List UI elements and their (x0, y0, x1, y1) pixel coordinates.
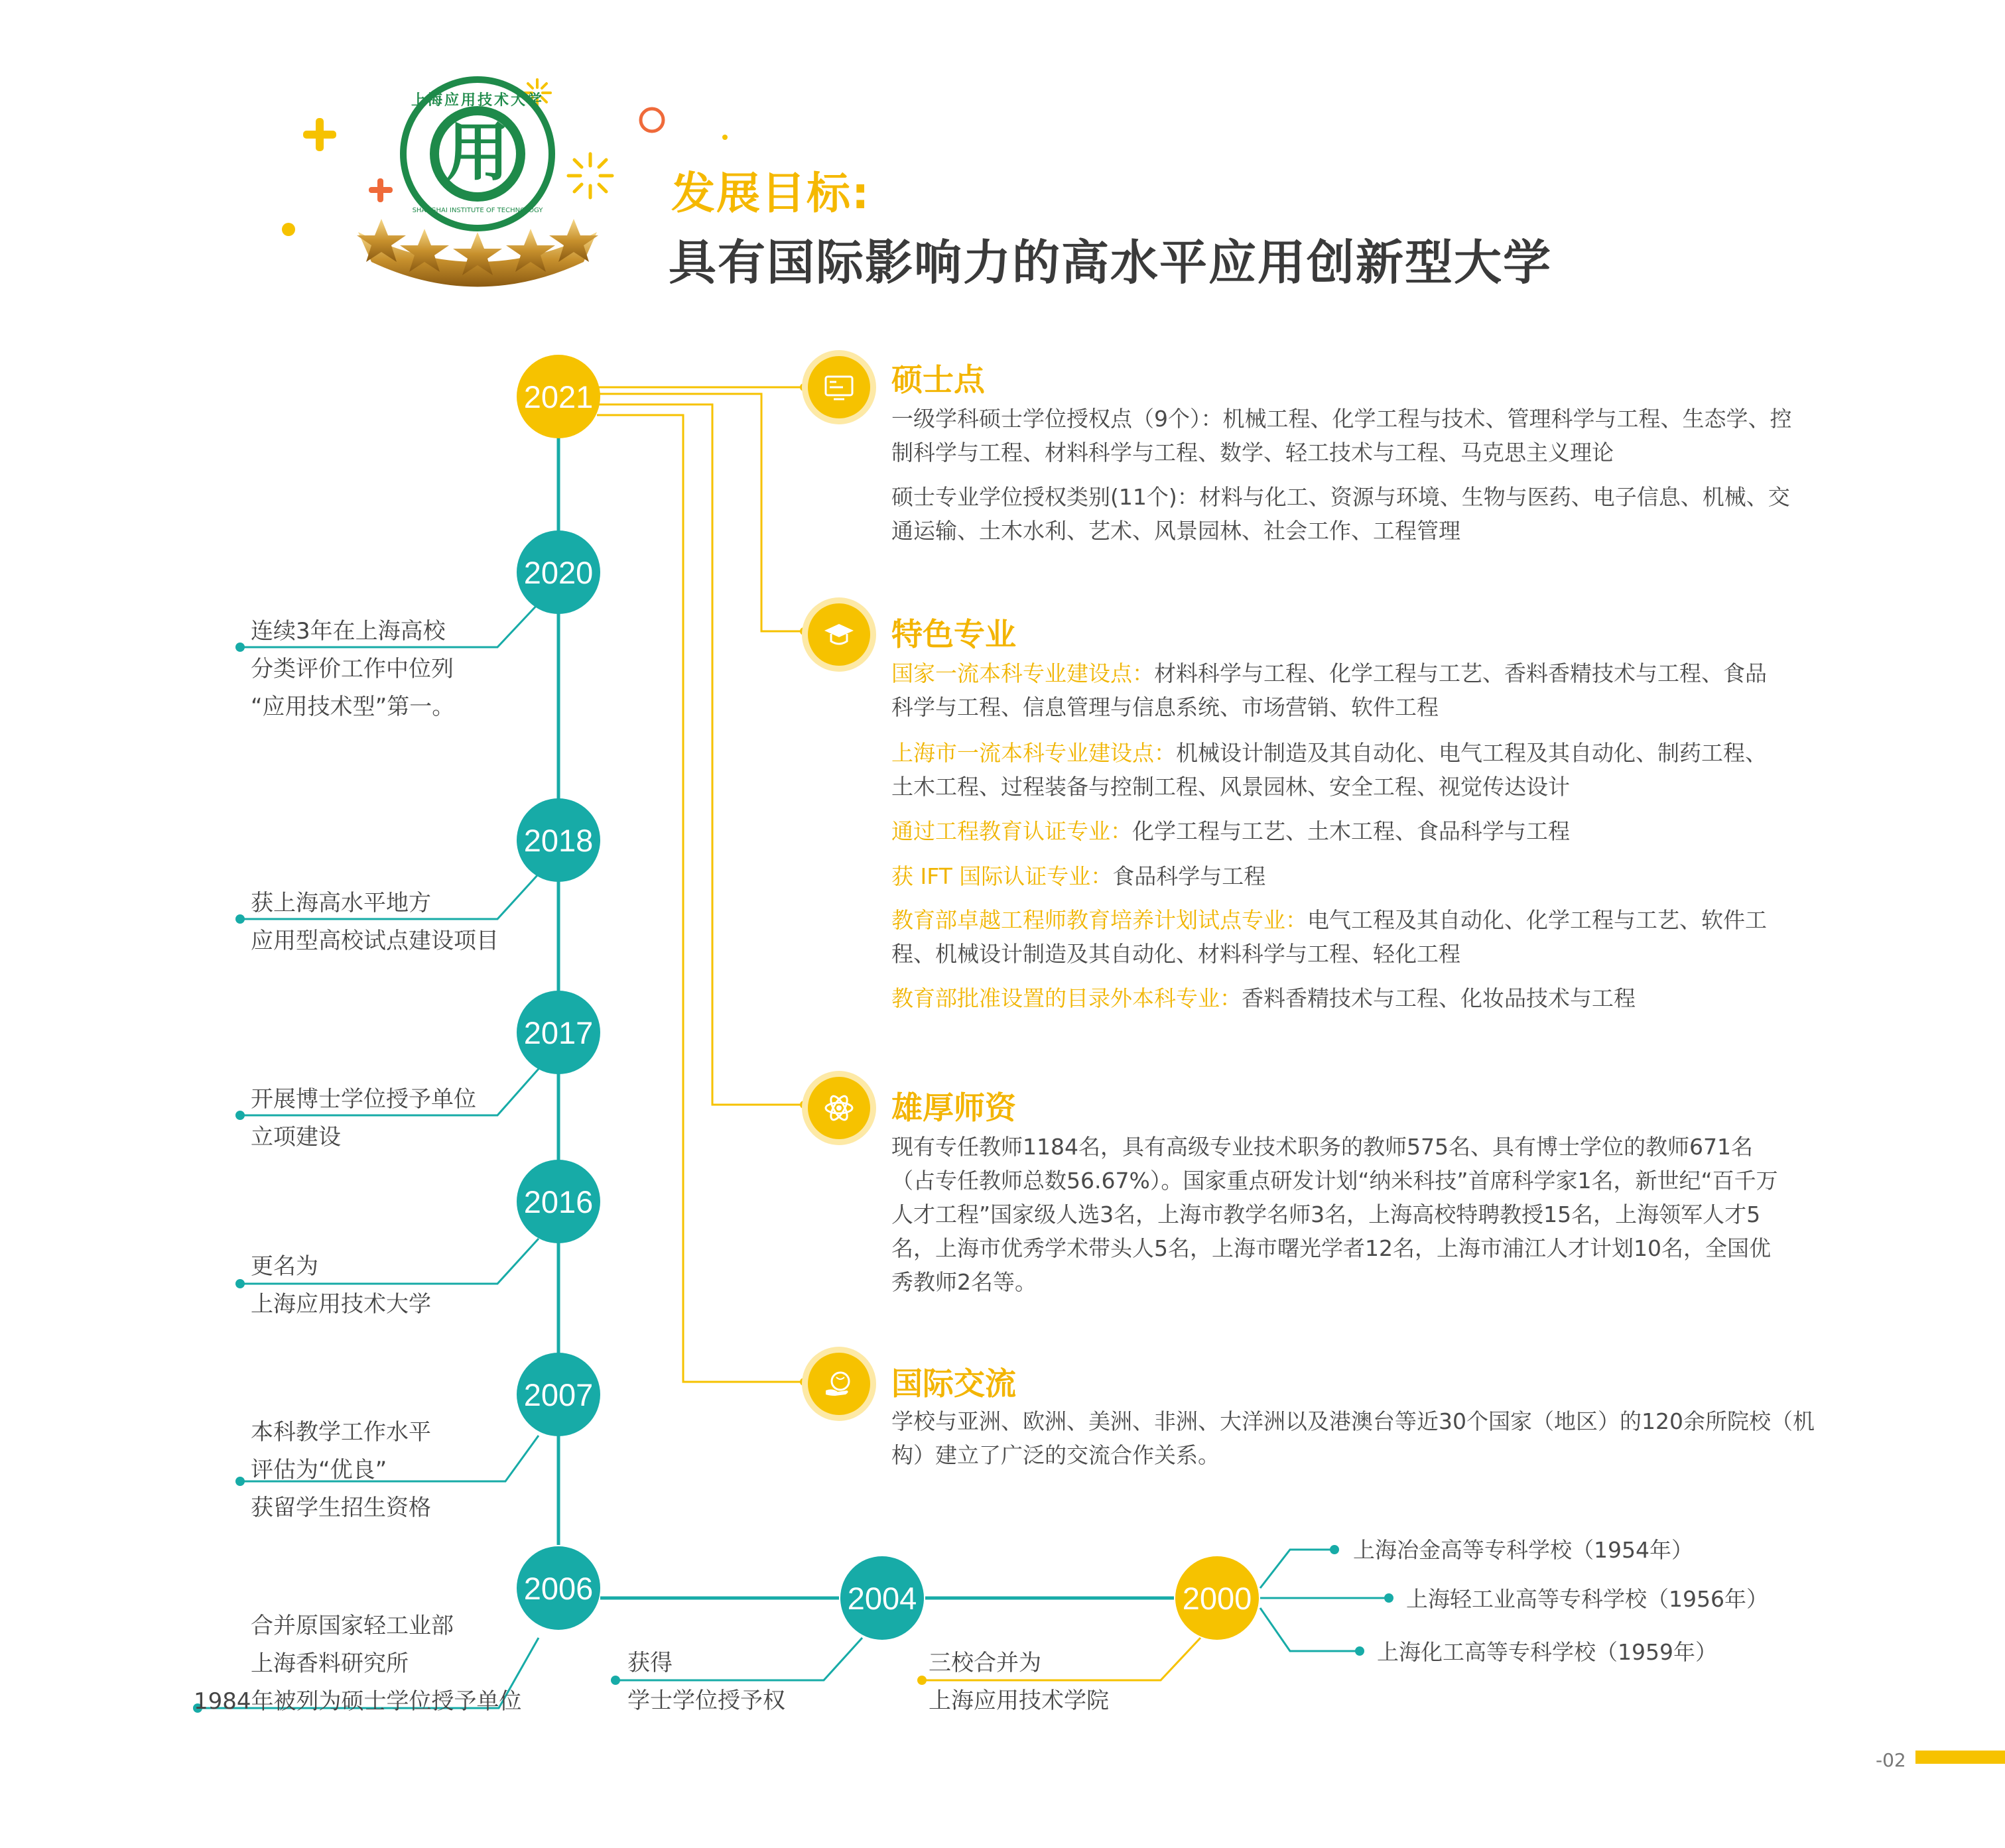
page-number: -02 (1876, 1749, 1906, 1771)
school-1959: 上海化工高等专科学校（1959年） (1377, 1639, 1717, 1665)
event-2016: 更名为 上海应用技术大学 (251, 1253, 431, 1318)
year-2004: 2004 (840, 1556, 924, 1640)
event-2020: 连续3年在上海高校 分类评价工作中位列 “应用技术型”第一。 (251, 618, 455, 720)
section-title-masters: 硕士点 (891, 362, 985, 399)
featured-item-4: 获 IFT 国际认证专业：食品科学与工程 (891, 863, 1266, 889)
school-1954: 上海冶金高等专科学校（1954年） (1353, 1537, 1693, 1563)
featured-item-5: 教育部卓越工程师教育培养计划试点专业：电气工程及其自动化、化学工程与工艺、软件工 程、机械设计制造及其自动化、材料科学与工程、轻化工程 (891, 907, 1767, 967)
year-2006: 2006 (517, 1546, 600, 1630)
featured-item-6: 教育部批准设置的目录外本科专业：香料香精技术与工程、化妆品技术与工程 (891, 985, 1636, 1011)
year-2007: 2007 (517, 1353, 600, 1436)
globe-hand-icon (808, 1353, 870, 1415)
year-2017: 2017 (517, 991, 600, 1074)
masters-paragraph-2: 硕士专业学位授权类别(11个)：材料与化工、资源与环境、生物与医药、电子信息、机械、交 通运输、土木水利、艺术、风景园林、社会工作、工程管理 (891, 484, 1790, 544)
year-2016: 2016 (517, 1160, 600, 1243)
masters-paragraph-1: 一级学科硕士学位授权点（9个）：机械工程、化学工程与技术、管理科学与工程、生态学、控 制科学与工程、材料科学与工程、数学、轻工技术与工程、马克思主义理论 (891, 406, 1792, 465)
monitor-icon (808, 356, 870, 418)
atom-icon (808, 1077, 870, 1139)
featured-item-3: 通过工程教育认证专业：化学工程与工艺、土木工程、食品科学与工程 (891, 818, 1570, 844)
section-title-intl: 国际交流 (891, 1366, 1016, 1402)
featured-item-1: 国家一流本科专业建设点：材料科学与工程、化学工程与工艺、香料香精技术与工程、食品 科学与工程、信息管理与信息系统、市场营销、软件工程 (891, 660, 1767, 720)
section-title-faculty: 雄厚师资 (891, 1090, 1016, 1127)
year-2000: 2000 (1175, 1556, 1259, 1640)
year-2020: 2020 (517, 530, 600, 614)
page-bar (1915, 1751, 2005, 1764)
event-2018: 获上海高水平地方 应用型高校试点建设项目 (251, 890, 499, 954)
section-title-featured: 特色专业 (891, 617, 1016, 653)
intl-paragraph: 学校与亚洲、欧洲、美洲、非洲、大洋洲以及港澳台等近30个国家（地区）的120余所院校（机 构）建立了广泛的交流合作关系。 (891, 1408, 1815, 1468)
goal-label: 发展目标: (671, 168, 871, 219)
logo-bottom-text: SHANGHAI INSTITUTE OF TECHNOLOGY (412, 207, 543, 214)
event-2006: 合并原国家轻工业部 上海香料研究所 1984年被列为硕士学位授予单位 (194, 1613, 522, 1715)
event-2017: 开展博士学位授予单位 立项建设 (251, 1086, 476, 1150)
school-1956: 上海轻工业高等专科学校（1956年） (1406, 1586, 1768, 1612)
graduation-cap-icon (808, 603, 870, 666)
event-2004: 获得 学士学位授予权 (627, 1650, 785, 1714)
featured-item-2: 上海市一流本科专业建设点：机械设计制造及其自动化、电气工程及其自动化、制药工程、 土木工程、过程装备与控制工程、风景园林、安全工程、视觉传达设计 (891, 740, 1767, 800)
event-2007: 本科教学工作水平 评估为“优良” 获留学生招生资格 (251, 1419, 431, 1521)
logo-top-text: 上海应用技术大学 (411, 92, 545, 109)
logo-char: 用 (446, 115, 509, 190)
goal-text: 具有国际影响力的高水平应用创新型大学 (669, 235, 1553, 290)
event-2000: 三校合并为 上海应用技术学院 (929, 1650, 1109, 1714)
year-2018: 2018 (517, 798, 600, 882)
faculty-paragraph: 现有专任教师1184名，具有高级专业技术职务的教师575名、具有博士学位的教师671名 （占专任教师总数56.67%）。国家重点研发计划“纳米科技”首席科学家1名，新世纪“百千万 人才工程”国家级人选3名，上海市教学名师3名，上海高校特聘教授15名，上海领军人才5 名，上海市优秀学术带头人5名，上海市曙光学者12名，上海市浦江人才计划10名，全国优 秀教师2名等。 (891, 1134, 1778, 1295)
year-2021: 2021 (517, 355, 600, 438)
